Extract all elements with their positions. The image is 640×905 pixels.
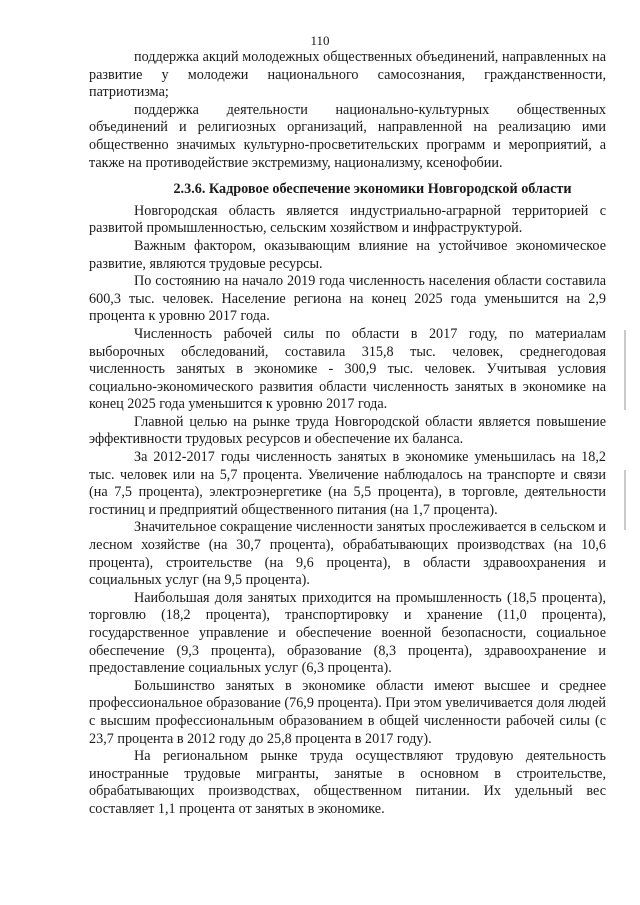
scan-margin-mark [624, 470, 626, 530]
paragraph: Главной целью на рынке труда Новгородской области является повышение эффективности трудовых ресурсов и обеспечение их баланса. [89, 413, 606, 448]
paragraph: Наибольшая доля занятых приходится на промышленность (18,5 процента), торговлю (18,2 процента), транспортировку и хранение (11,0 процента), государственное управление и обеспечение военной безопасности, социальное обеспечение (9,3 процента), образование (8,3 процента), здравоохранение и предоставление социальных услуг (6,3 процента). [89, 589, 606, 677]
paragraph: По состоянию на начало 2019 года численность населения области составила 600,3 тыс. человек. Население региона на конец 2025 года уменьшится на 2,9 процента к уровню 2017 года. [89, 273, 606, 325]
page-number: 110 [310, 33, 330, 48]
paragraph: Значительное сокращение численности занятых прослеживается в сельском и лесном хозяйстве (на 30,7 процента), обрабатывающих производствах (на 10,6 процента), строительстве (на 9,6 процента), в области здравоохранения и социальных услуг (на 9,5 процента). [89, 519, 606, 589]
section-heading: 2.3.6. Кадровое обеспечение экономики Новгородской области [173, 181, 572, 198]
paragraph: Новгородская область является индустриально-аграрной территорией с развитой промышленностью, сельским хозяйством и инфраструктурой. [89, 202, 606, 237]
paragraph: За 2012-2017 годы численность занятых в экономике уменьшилась на 18,2 тыс. человек или на 5,7 процента. Увеличение наблюдалось на транспорте и связи (на 7,5 процента), электроэнергетике (на 5,5 процента), в торговле, деятельности гостиниц и предприятий общественного питания (на 1,7 процента). [89, 449, 606, 518]
paragraph: поддержка деятельности национально-культурных общественных объединений и религиозных организаций, направленной на реализацию ими общественно значимых культурно-просветительских программ и мероприятий, а также на противодействие экстремизму, национализму, ксенофобии. [89, 101, 606, 171]
paragraph: На региональном рынке труда осуществляют трудовую деятельность иностранные трудовые мигранты, занятые в основном в строительстве, обрабатывающих производствах, общественном питании. Их удельный вес составляет 1,1 процента от занятых в экономике. [89, 748, 606, 817]
paragraph: Большинство занятых в экономике области имеют высшее и среднее профессиональное образование (76,9 процента). При этом увеличивается доля людей с высшим профессиональным образованием в общей численности рабочей силы (с 23,7 процента в 2012 году до 25,8 процента в 2017 году). [89, 677, 606, 747]
paragraph: поддержка акций молодежных общественных объединений, направленных на развитие у молодежи национального самосознания, гражданственности, патриотизма; [89, 49, 606, 101]
paragraph: Важным фактором, оказывающим влияние на устойчивое экономическое развитие, являются трудовые ресурсы. [89, 237, 606, 272]
scan-margin-mark [624, 330, 626, 410]
paragraph: Численность рабочей силы по области в 2017 году, по материалам выборочных обследований, составила 315,8 тыс. человек, среднегодовая численность занятых в экономике - 300,9 тыс. человек. Учитывая условия социально-экономического развития области численность занятых в экономике на конец 2025 года уменьшится к уровню 2017 года. [89, 325, 606, 413]
document-body [89, 49, 606, 819]
